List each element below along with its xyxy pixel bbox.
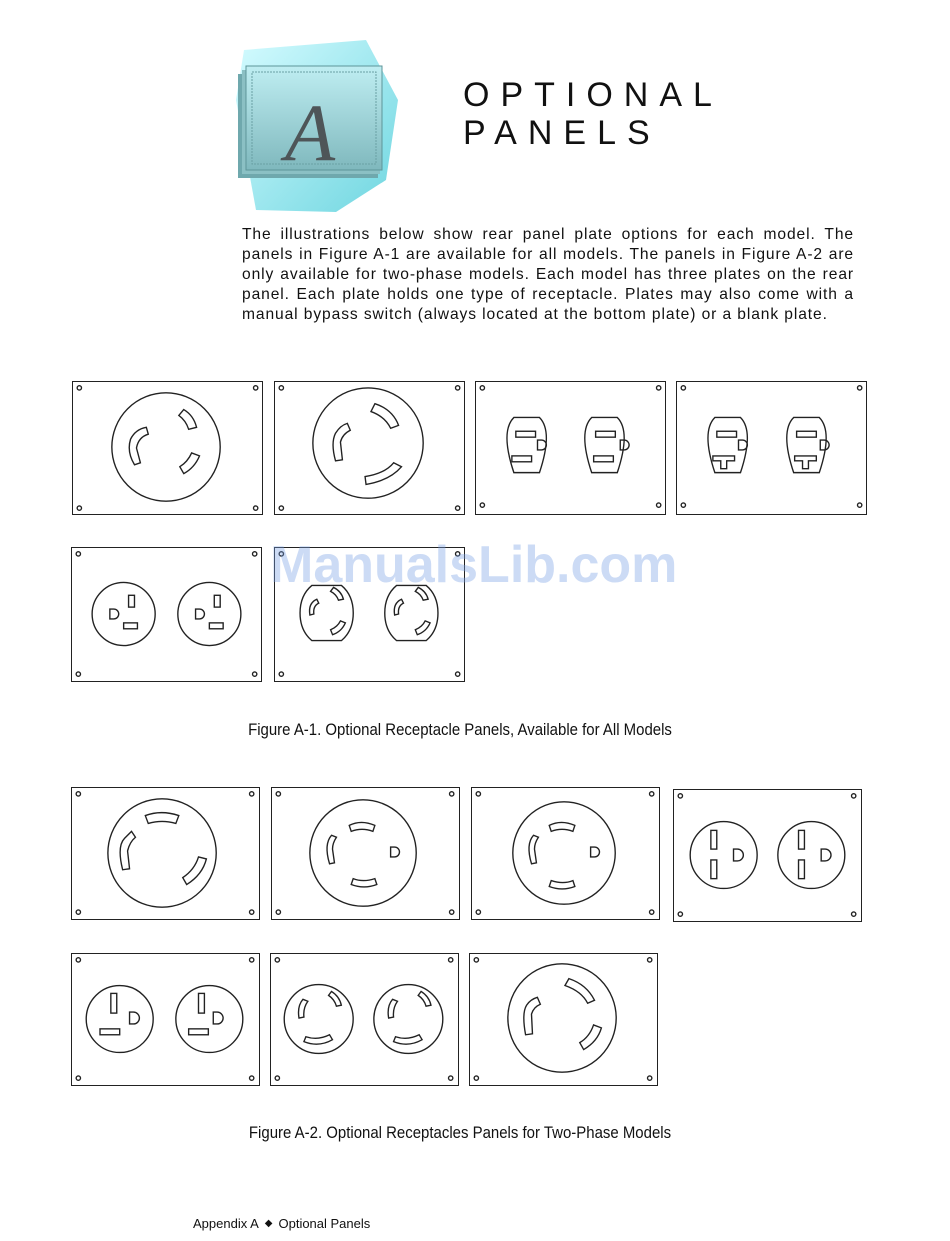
panel-a1-3 xyxy=(475,381,666,515)
twistlock-receptacle-icon xyxy=(470,954,657,1085)
duplex-250v-receptacle-icon xyxy=(674,790,861,921)
logo-letter: A xyxy=(284,87,336,178)
panel-a2-4 xyxy=(673,789,862,922)
duplex-round-receptacle-icon xyxy=(72,548,261,681)
twistlock-receptacle-icon xyxy=(275,382,464,514)
four-prong-twistlock-icon xyxy=(472,788,659,919)
panel-a1-5 xyxy=(71,547,262,682)
duplex-t-slot-receptacle-icon xyxy=(677,382,866,514)
panel-a1-4 xyxy=(676,381,867,515)
duplex-receptacle-icon xyxy=(476,382,665,514)
panel-a1-2 xyxy=(274,381,465,515)
watermark: ManualsLib.com xyxy=(270,536,678,594)
duplex-twistlock-receptacle-icon xyxy=(271,954,458,1085)
appendix-a-icon xyxy=(236,40,398,212)
twistlock-receptacle-icon xyxy=(72,788,259,919)
page-title-line2: PANELS xyxy=(463,114,661,152)
panel-a2-7 xyxy=(469,953,658,1086)
panel-a2-5 xyxy=(71,953,260,1086)
panel-a2-6 xyxy=(270,953,459,1086)
panel-a2-1 xyxy=(71,787,260,920)
footer-section: Appendix A xyxy=(193,1216,259,1232)
panel-a2-3 xyxy=(471,787,660,920)
footer-title: Optional Panels xyxy=(278,1216,371,1232)
appendix-logo xyxy=(236,40,398,212)
duplex-30a-receptacle-icon xyxy=(72,954,259,1085)
four-prong-twistlock-icon xyxy=(272,788,459,919)
diamond-icon: ◆ xyxy=(264,1218,273,1230)
figure-a2-caption: Figure A-2. Optional Receptacles Panels for Two-Phase Models xyxy=(248,1123,672,1142)
twistlock-receptacle-icon xyxy=(73,382,262,514)
panel-a2-2 xyxy=(271,787,460,920)
page-footer xyxy=(193,1215,370,1231)
intro-paragraph: The illustrations below show rear panel plate options for each model. The panels in Figure A-1 are available for all models. The panels in Figure A-2 are only available for two-phase models. Each model has three plates on the rear panel. Each plate holds one type of receptacle. Plates may also come with a manual bypass switch (always located at the bottom plate) or a blank plate. xyxy=(242,226,854,323)
page-title-line1: OPTIONAL xyxy=(463,76,723,114)
figure-a1-caption: Figure A-1. Optional Receptacle Panels, Available for All Models xyxy=(248,720,672,739)
panel-a1-1 xyxy=(72,381,263,515)
